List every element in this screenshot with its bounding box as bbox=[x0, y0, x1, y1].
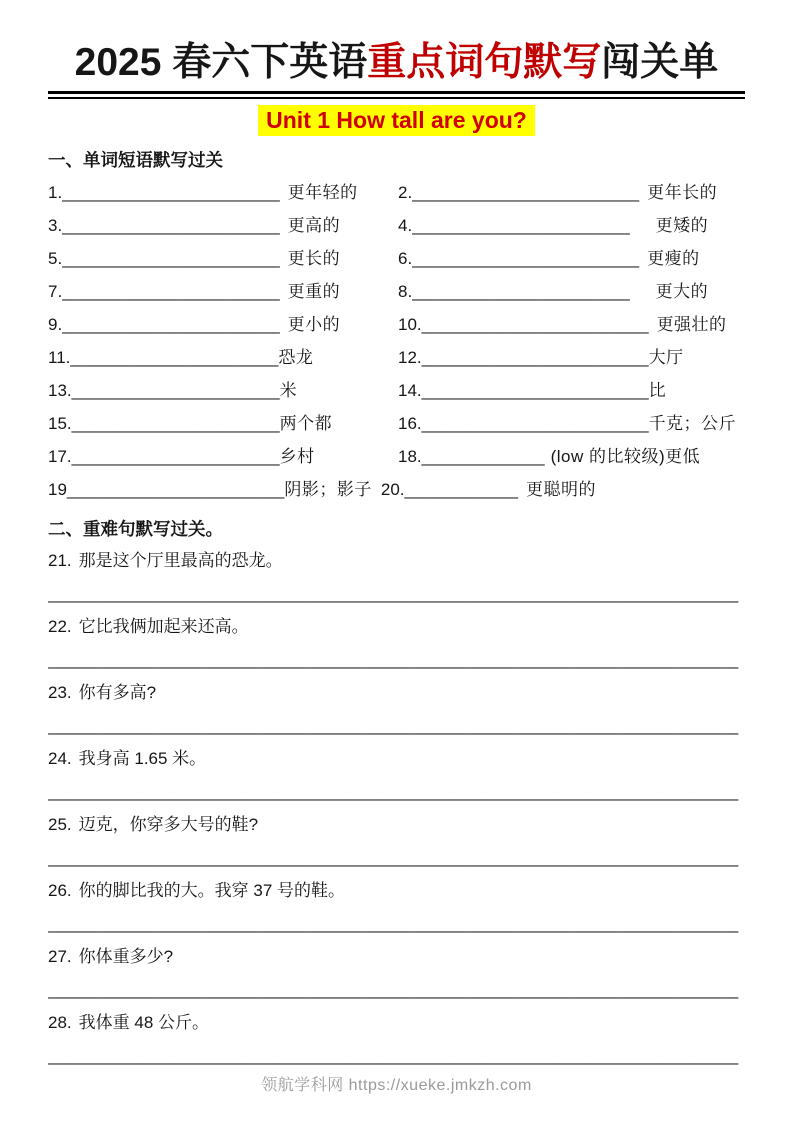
word-item-11 bbox=[48, 341, 398, 374]
item-number: 2. bbox=[398, 183, 413, 202]
item-hint: 两个都 bbox=[279, 414, 333, 433]
answer-blank: _______________________ bbox=[412, 216, 630, 235]
answer-blank: ________________________ bbox=[421, 381, 649, 400]
sentence-number: 24. bbox=[48, 749, 72, 768]
item-number: 18. bbox=[398, 447, 422, 466]
sentence-item-23 bbox=[48, 676, 745, 742]
item-hint: 更年轻的 bbox=[287, 183, 358, 202]
answer-line: _________________________________________________________________________ bbox=[48, 848, 739, 867]
sentence-number: 22. bbox=[48, 617, 72, 636]
item-number: 11. bbox=[48, 348, 71, 367]
answer-line: _________________________________________________________________________ bbox=[48, 782, 739, 801]
sentence-text-row bbox=[48, 940, 745, 973]
answer-blank: _____________ bbox=[421, 447, 545, 466]
item-hint: 更瘦的 bbox=[647, 249, 700, 268]
word-item-18 bbox=[398, 440, 745, 473]
word-list bbox=[48, 176, 745, 506]
word-item-1 bbox=[48, 176, 398, 209]
sentence-text-row bbox=[48, 874, 745, 907]
sentence-number: 23. bbox=[48, 683, 72, 702]
sentence-item-25 bbox=[48, 808, 745, 874]
sentence-text: 它比我俩加起来还高。 bbox=[78, 617, 249, 636]
word-item-10 bbox=[398, 308, 745, 341]
sentence-text-row bbox=[48, 544, 745, 577]
item-hint: 更强壮的 bbox=[656, 315, 727, 334]
item-hint: (low 的比较级)更低 bbox=[550, 447, 701, 466]
sentence-item-22 bbox=[48, 610, 745, 676]
word-item-3 bbox=[48, 209, 398, 242]
sentence-item-24 bbox=[48, 742, 745, 808]
sentence-text-row bbox=[48, 808, 745, 841]
answer-blank: _______________________ bbox=[62, 282, 280, 301]
title-text-start: 2025 春六下英语 bbox=[74, 41, 368, 84]
item-number: 1. bbox=[48, 183, 63, 202]
title-text-end: 闯关单 bbox=[601, 41, 719, 84]
item-number: 3. bbox=[48, 216, 63, 235]
sentence-text-row bbox=[48, 742, 745, 775]
answer-line: _________________________________________________________________________ bbox=[48, 584, 739, 603]
answer-blank: ______________________ bbox=[71, 381, 280, 400]
word-item-5 bbox=[48, 242, 398, 275]
item-hint: 乡村 bbox=[279, 447, 315, 466]
answer-line: _________________________________________________________________________ bbox=[48, 716, 739, 735]
sentence-item-21 bbox=[48, 544, 745, 610]
sentence-text: 我体重 48 公斤。 bbox=[78, 1013, 209, 1032]
word-item-8 bbox=[398, 275, 745, 308]
word-item-19 bbox=[48, 480, 372, 499]
item-number: 19 bbox=[48, 480, 67, 499]
item-hint: 恐龙 bbox=[278, 348, 314, 367]
word-item-14 bbox=[398, 374, 745, 407]
sentence-text: 那是这个厅里最高的恐龙。 bbox=[78, 551, 283, 570]
item-number: 8. bbox=[398, 282, 413, 301]
answer-blank: ________________________ bbox=[421, 348, 649, 367]
word-item-6 bbox=[398, 242, 745, 275]
item-number: 13. bbox=[48, 381, 72, 400]
answer-blank: ________________________ bbox=[421, 315, 649, 334]
title-text-red: 重点词句默写 bbox=[367, 41, 602, 84]
section2-heading: 二、重难句默写过关。 bbox=[48, 519, 223, 539]
answer-blank: ______________________ bbox=[70, 348, 279, 367]
sentence-text: 你的脚比我的大。我穿 37 号的鞋。 bbox=[78, 881, 345, 900]
word-row-19-20 bbox=[48, 473, 745, 506]
answer-blank: ________________________ bbox=[412, 249, 640, 268]
item-number: 10. bbox=[398, 315, 422, 334]
word-item-7 bbox=[48, 275, 398, 308]
answer-blank: ________________________ bbox=[421, 414, 649, 433]
sentence-text-row bbox=[48, 1006, 745, 1039]
item-hint: 更聪明的 bbox=[526, 480, 596, 499]
word-item-4 bbox=[398, 209, 745, 242]
word-item-15 bbox=[48, 407, 398, 440]
word-item-20 bbox=[381, 480, 596, 499]
watermark: 领航学科网 https://xueke.jmkzh.com bbox=[261, 1077, 532, 1094]
item-hint: 更矮的 bbox=[655, 216, 709, 235]
item-number: 9. bbox=[48, 315, 63, 334]
sentence-text-row bbox=[48, 676, 745, 709]
answer-line: _________________________________________________________________________ bbox=[48, 650, 739, 669]
word-item-13 bbox=[48, 374, 398, 407]
sentence-number: 28. bbox=[48, 1013, 72, 1032]
item-number: 14. bbox=[398, 381, 422, 400]
sentence-number: 27. bbox=[48, 947, 72, 966]
sentence-number: 21. bbox=[48, 551, 72, 570]
item-hint: 更小的 bbox=[287, 315, 341, 334]
word-item-2 bbox=[398, 176, 745, 209]
sentence-text: 迈克，你穿多大号的鞋? bbox=[78, 815, 259, 834]
answer-blank: ____________ bbox=[404, 480, 518, 499]
answer-blank: _______________________ bbox=[66, 480, 285, 499]
item-number: 20. bbox=[380, 480, 405, 499]
sentence-item-26 bbox=[48, 874, 745, 940]
answer-line: _________________________________________________________________________ bbox=[48, 1046, 739, 1065]
item-hint: 更重的 bbox=[287, 282, 341, 301]
item-hint: 更大的 bbox=[655, 282, 709, 301]
item-hint: 大厅 bbox=[648, 348, 684, 367]
answer-line: _________________________________________________________________________ bbox=[48, 980, 739, 999]
word-item-9 bbox=[48, 308, 398, 341]
subtitle-row bbox=[48, 105, 745, 139]
word-item-17 bbox=[48, 440, 398, 473]
sentence-list bbox=[48, 544, 745, 1072]
item-number: 4. bbox=[398, 216, 413, 235]
sentence-text: 你体重多少? bbox=[78, 947, 174, 966]
answer-line: _________________________________________________________________________ bbox=[48, 914, 739, 933]
item-number: 6. bbox=[398, 249, 413, 268]
sentence-item-28 bbox=[48, 1006, 745, 1072]
sentence-text: 你有多高? bbox=[78, 683, 157, 702]
word-item-16 bbox=[398, 407, 745, 440]
answer-blank: _______________________ bbox=[62, 183, 280, 202]
word-item-12 bbox=[398, 341, 745, 374]
sentence-text: 我身高 1.65 米。 bbox=[78, 749, 207, 768]
sentence-item-27 bbox=[48, 940, 745, 1006]
item-hint: 更年长的 bbox=[647, 183, 718, 202]
item-number: 16. bbox=[398, 414, 422, 433]
sentence-number: 26. bbox=[48, 881, 72, 900]
item-hint: 千克；公斤 bbox=[648, 414, 737, 433]
answer-blank: _______________________ bbox=[62, 216, 280, 235]
sentence-text-row bbox=[48, 610, 745, 643]
item-number: 17. bbox=[48, 447, 72, 466]
item-hint: 阴影；影子 bbox=[284, 480, 372, 499]
item-hint: 比 bbox=[648, 381, 667, 400]
item-number: 12. bbox=[398, 348, 422, 367]
sentence-number: 25. bbox=[48, 815, 72, 834]
unit-title: Unit 1 How tall are you? bbox=[258, 105, 535, 136]
title-divider bbox=[48, 91, 745, 99]
item-hint: 更长的 bbox=[287, 249, 341, 268]
answer-blank: ______________________ bbox=[71, 447, 280, 466]
item-number: 5. bbox=[48, 249, 63, 268]
answer-blank: ________________________ bbox=[412, 183, 640, 202]
answer-blank: ______________________ bbox=[71, 414, 280, 433]
item-hint: 更高的 bbox=[287, 216, 341, 235]
answer-blank: _______________________ bbox=[62, 249, 280, 268]
item-number: 7. bbox=[48, 282, 63, 301]
answer-blank: _______________________ bbox=[412, 282, 630, 301]
item-hint: 米 bbox=[279, 381, 298, 400]
item-number: 15. bbox=[48, 414, 72, 433]
answer-blank: _______________________ bbox=[62, 315, 280, 334]
section1-heading: 一、单词短语默写过关 bbox=[48, 150, 223, 170]
page-title bbox=[48, 40, 745, 86]
